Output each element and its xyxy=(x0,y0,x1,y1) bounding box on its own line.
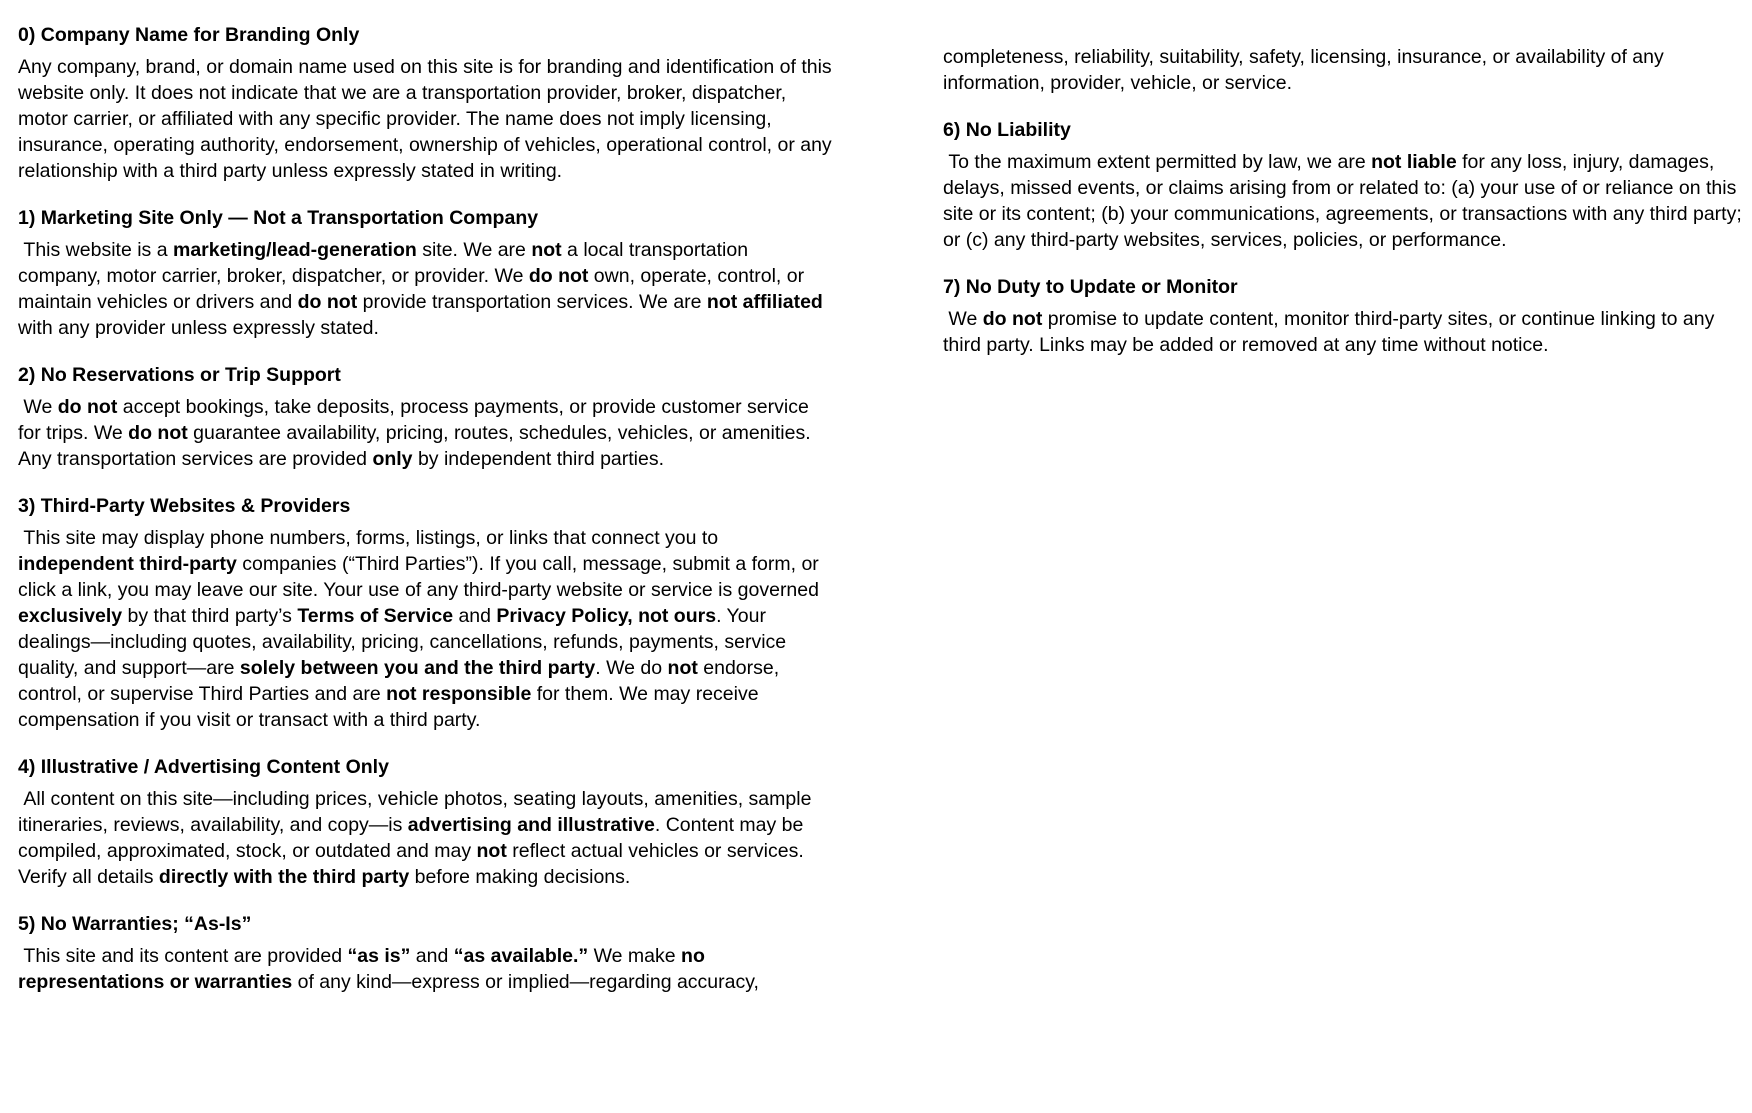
section-7-body: We do not promise to update content, monitor third-party sites, or continue linking to any third party. Links may be added or removed at any time without notice. xyxy=(943,308,1720,356)
section-2 xyxy=(18,362,833,472)
section-4 xyxy=(18,754,833,890)
section-2-body: We do not accept bookings, take deposits, process payments, or provide customer service for trips. We do not guarantee availability, pricing, routes, schedules, vehicles, or amenities. Any transportation services are provided only by independent third parties. xyxy=(18,396,815,470)
section-4-heading: 4) Illustrative / Advertising Content Only xyxy=(18,756,389,778)
section-5-body: This site and its content are provided “as is” and “as available.” We make no representations or warranties of any kind—express or implied—regarding accuracy, xyxy=(18,945,759,993)
section-6 xyxy=(943,117,1748,253)
section-5 xyxy=(18,911,833,995)
section-0-body: Any company, brand, or domain name used on this site is for branding and identification of this website only. It does not indicate that we are a transportation provider, broker, dispatcher, motor carrier, or affiliated with any specific provider. The name does not imply licensing, insurance, operating authority, endorsement, ownership of vehicles, operational control, or any relationship with a third party unless expressly stated in writing. xyxy=(18,56,838,182)
section-5-heading: 5) No Warranties; “As-Is” xyxy=(18,913,252,935)
section-6-body: To the maximum extent permitted by law, we are not liable for any loss, injury, damages, delays, missed events, or claims arising from or related to: (a) your use of or reliance on this site or its content; (b) your communications, agreements, or transactions with any third party; or (c) any third-party websites, services, policies, or performance. xyxy=(943,151,1748,251)
section-7-heading: 7) No Duty to Update or Monitor xyxy=(943,276,1238,298)
right-column xyxy=(943,22,1748,1113)
section-1-heading: 1) Marketing Site Only — Not a Transportation Company xyxy=(18,207,539,229)
section-4-body: All content on this site—including prices, vehicle photos, seating layouts, amenities, sample itineraries, reviews, availability, and copy—is advertising and illustrative. Content may be compiled, approximated, stock, or outdated and may not reflect actual vehicles or services. Verify all details directly with the third party before making decisions. xyxy=(18,788,817,888)
section-3 xyxy=(18,493,833,733)
section-7 xyxy=(943,274,1743,358)
section-5-body-continuation: completeness, reliability, suitability, safety, licensing, insurance, or availability of any information, provider, vehicle, or service. xyxy=(943,46,1670,94)
section-0-heading: 0) Company Name for Branding Only xyxy=(18,24,360,46)
section-5-continuation xyxy=(943,44,1743,96)
section-1-body: This website is a marketing/lead-generation site. We are not a local transportation company, motor carrier, broker, dispatcher, or provider. We do not own, operate, control, or maintain vehicles or drivers and do not provide transportation services. We are not affiliated with any provider unless expressly stated. xyxy=(18,239,829,339)
section-6-heading: 6) No Liability xyxy=(943,119,1071,141)
section-3-heading: 3) Third-Party Websites & Providers xyxy=(18,495,351,517)
section-0 xyxy=(18,22,838,184)
section-3-body: This site may display phone numbers, forms, listings, or links that connect you to independent third-party companies (“Third Parties”). If you call, message, submit a form, or click a link, you may leave our site. Your use of any third-party website or service is governed exclusively by that third party’s Terms of Service and Privacy Policy, not ours. Your dealings—including quotes, availability, pricing, cancellations, refunds, payments, service quality, and support—are solely between you and the third party. We do not endorse, control, or supervise Third Parties and are not responsible for them. We may receive compensation if you visit or transact with a third party. xyxy=(18,527,825,731)
section-2-heading: 2) No Reservations or Trip Support xyxy=(18,364,341,386)
left-column xyxy=(18,22,838,1113)
section-1 xyxy=(18,205,833,341)
